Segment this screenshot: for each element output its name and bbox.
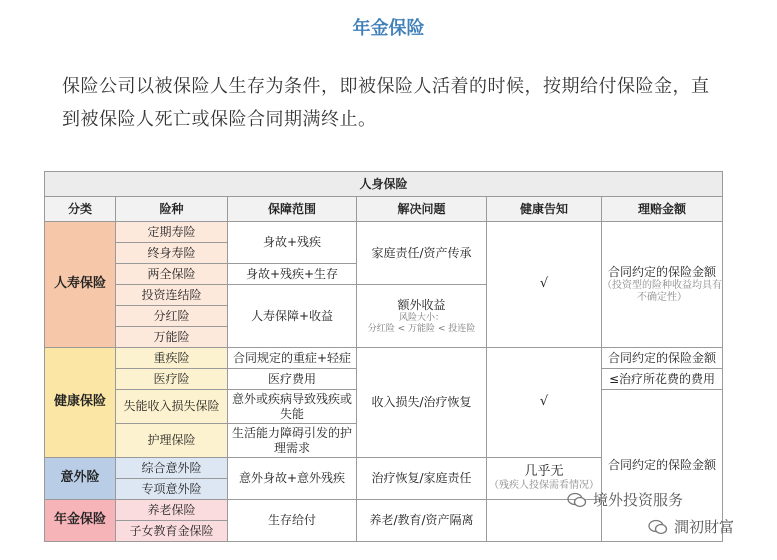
claim-life-note: （投资型的险种收益均具有不确定性）	[602, 279, 723, 303]
solves-risk-order: 分红险 < 万能险 < 投连险	[367, 323, 476, 334]
header-product: 险种	[116, 197, 228, 222]
product-critical-illness: 重疾险	[116, 348, 228, 369]
claim-life-amount: 合同约定的保险金额	[608, 264, 717, 279]
solves-income-loss: 收入损失/治疗恢复	[357, 348, 487, 458]
coverage-accident-death-disability: 意外身故+意外残疾	[228, 458, 357, 500]
health-notice-life: √	[487, 222, 602, 348]
claim-other: 合同约定的保险金额	[602, 390, 723, 542]
solves-family-asset: 家庭责任/资产传承	[357, 222, 487, 285]
watermark-service	[567, 489, 683, 510]
category-annuity: 年金保险	[45, 500, 116, 542]
solves-treatment-family: 治疗恢复/家庭责任	[357, 458, 487, 500]
health-notice-accident-note: （残疾人投保需看情况）	[489, 480, 599, 492]
coverage-disability-loss: 意外或疾病导致残疾或失能	[228, 390, 357, 424]
coverage-contract-critical: 合同规定的重症+轻症	[228, 348, 357, 369]
claim-critical-illness: 合同约定的保险金额	[602, 348, 723, 369]
header-solves: 解决问题	[357, 197, 487, 222]
product-special-accident: 专项意外险	[116, 479, 228, 500]
watermark-brand	[648, 516, 734, 537]
intro-paragraph: 保险公司以被保险人生存为条件，即被保险人活着的时候，按期给付保险金，直到被保险人死亡或保险合同期满终止。	[62, 76, 710, 130]
solves-pension-edu: 养老/教育/资产隔离	[357, 500, 487, 542]
header-coverage: 保障范围	[228, 197, 357, 222]
solves-risk-label: 风险大小：	[398, 312, 444, 323]
product-nursing: 护理保险	[116, 424, 228, 458]
life-insurance-table	[44, 171, 723, 542]
coverage-medical-cost: 医疗费用	[228, 369, 357, 390]
product-term-life: 定期寿险	[116, 222, 228, 243]
health-notice-almost-none: 几乎无	[524, 464, 564, 480]
product-medical: 医疗险	[116, 369, 228, 390]
wechat-icon	[567, 492, 587, 508]
solves-extra-income	[357, 285, 487, 348]
product-comprehensive-accident: 综合意外险	[116, 458, 228, 479]
claim-medical: ≤治疗所花费的费用	[602, 369, 723, 390]
product-investment-linked: 投资连结险	[116, 285, 228, 306]
header-health-notice: 健康告知	[487, 197, 602, 222]
category-accident: 意外险	[45, 458, 116, 500]
watermark-service-text: 境外投资服务	[593, 491, 684, 509]
product-pension: 养老保险	[116, 500, 228, 521]
health-notice-health: √	[487, 348, 602, 458]
category-life: 人寿保险	[45, 222, 116, 348]
product-disability-income: 失能收入损失保险	[116, 390, 228, 424]
product-universal: 万能险	[116, 327, 228, 348]
coverage-death-disability: 身故+残疾	[228, 222, 357, 264]
table-caption: 人身保险	[45, 172, 723, 197]
solves-extra-income-label: 额外收益	[397, 297, 446, 312]
page-title: 年金保险	[352, 18, 425, 39]
coverage-death-disability-survival: 身故+残疾+生存	[228, 264, 357, 285]
coverage-nursing-need: 生活能力障碍引发的护理需求	[228, 424, 357, 458]
coverage-survival-payment: 生存给付	[228, 500, 357, 542]
header-claim-amount: 理赔金额	[602, 197, 723, 222]
header-category: 分类	[45, 197, 116, 222]
product-education: 子女教育金保险	[116, 521, 228, 542]
product-whole-life: 终身寿险	[116, 243, 228, 264]
claim-life	[602, 222, 723, 348]
product-endowment: 两全保险	[116, 264, 228, 285]
coverage-life-protection-income: 人寿保障+收益	[228, 285, 357, 348]
wechat-icon	[648, 519, 668, 535]
product-participating: 分红险	[116, 306, 228, 327]
watermark-brand-text: 澗初財富	[674, 518, 735, 536]
category-health: 健康保险	[45, 348, 116, 458]
